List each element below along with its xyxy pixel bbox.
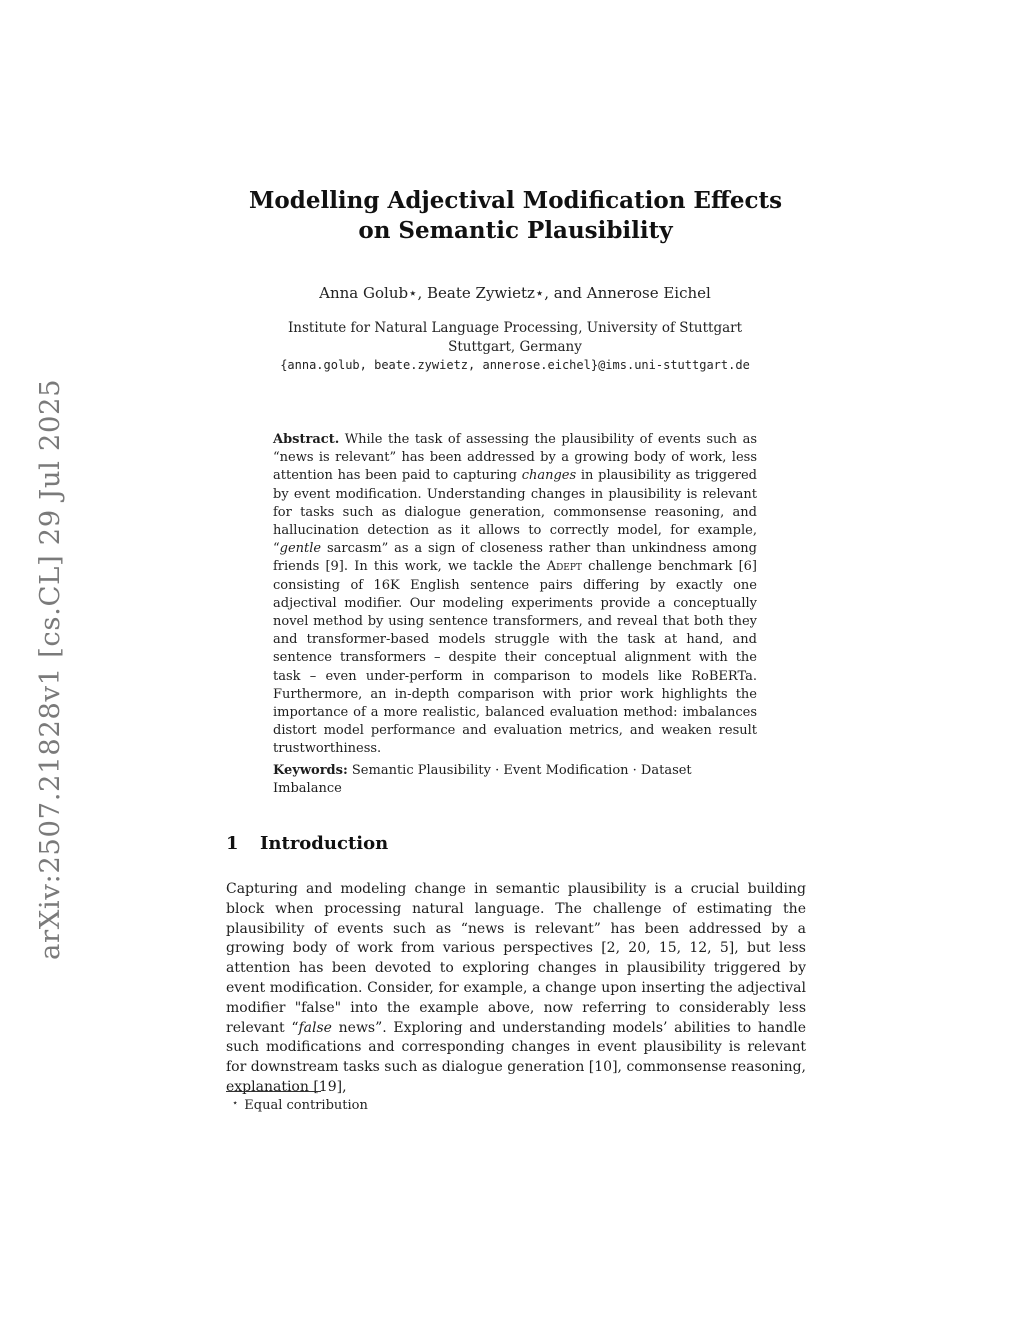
- keywords-label: Keywords:: [273, 763, 348, 778]
- abstract-text-1: While the task of assessing the plausibility of events such as “news is relevant” has been addressed by a growing body of work, less attention has been paid to capturing: [273, 432, 757, 484]
- intro-emphasis-false: false: [298, 1019, 332, 1036]
- intro-text-2: news”. Exploring and understanding models’ abilities to handle such modifications and corresponding changes in event plausibility is relevant for downstream tasks such as dialogue generation [10], commonsense reasoning, explanation [19],: [226, 1019, 806, 1095]
- keywords-text: Semantic Plausibility · Event Modification · Dataset Imbalance: [273, 763, 692, 797]
- arxiv-sidebar: [32, 380, 68, 960]
- abstract-text-4: challenge benchmark [6] consisting of 16K English sentence pairs differing by exactly one adjectival modifier. Our modeling experiments provide a conceptually novel method by using sentence transformers, and reveal that both they and transformer-based models struggle with the task at hand, and sentence transformers – despite their conceptual alignment with the task – even under-perform in comparison to models like RoBERTa. Furthermore, an in-depth comparison with prior work highlights the importance of a more realistic, balanced evaluation method: imbalances distort model performance and evaluation metrics, and weaken result trustworthiness.: [273, 559, 757, 757]
- paper-authors: Anna Golub⋆, Beate Zywietz⋆, and Annerose Eichel: [319, 284, 711, 302]
- introduction-paragraph: [226, 880, 806, 1098]
- footnote: [232, 1095, 368, 1115]
- section-title: Introduction: [260, 833, 389, 854]
- footnote-text: Equal contribution: [244, 1098, 368, 1113]
- abstract-text-2: in plausibility as triggered by event modification. Understanding changes in plausibility is relevant for tasks such as dialogue generation, commonsense reasoning, and hallucination detection as it allows to correctly model, for example, “: [273, 468, 757, 557]
- intro-text-1: Capturing and modeling change in semantic plausibility is a crucial building block when processing natural language. The challenge of estimating the plausibility of events such as “news is relevant” has been addressed by a growing body of work from various perspectives [2, 20, 15, 12, 5], but less attention has been devoted to exploring changes in plausibility triggered by event modification. Consider, for example, a change upon inserting the adjectival modifier "false" into the example above, now referring to considerably less relevant “: [226, 881, 806, 1036]
- arxiv-identifier: arXiv:2507.21828v1 [cs.CL] 29 Jul 2025: [34, 378, 66, 960]
- affiliation-line-1: Institute for Natural Language Processing, University of Stuttgart: [287, 320, 743, 336]
- footnote-rule: [226, 1091, 321, 1092]
- section-heading-introduction: [226, 833, 388, 854]
- footnote-mark: ⋆: [232, 1098, 239, 1109]
- abstract-emphasis-changes: changes: [521, 468, 577, 484]
- abstract-emphasis-gentle: gentle: [279, 541, 322, 557]
- affiliation-line-2: Stuttgart, Germany: [448, 339, 582, 355]
- paper-title-line-1: Modelling Adjectival Modification Effects: [248, 187, 783, 214]
- abstract: [273, 431, 757, 759]
- keywords: [273, 762, 757, 798]
- paper-title-line-2: on Semantic Plausibility: [358, 217, 673, 244]
- abstract-text-3: sarcasm” as a sign of closeness rather than unkindness among friends [9]. In this work, we tackle the: [273, 541, 757, 575]
- abstract-benchmark-name: Adept: [546, 559, 582, 575]
- abstract-label: Abstract.: [273, 432, 340, 447]
- author-emails: {anna.golub, beate.zywietz, annerose.eichel}@ims.uni-stuttgart.de: [280, 358, 750, 372]
- section-number: 1: [226, 833, 239, 854]
